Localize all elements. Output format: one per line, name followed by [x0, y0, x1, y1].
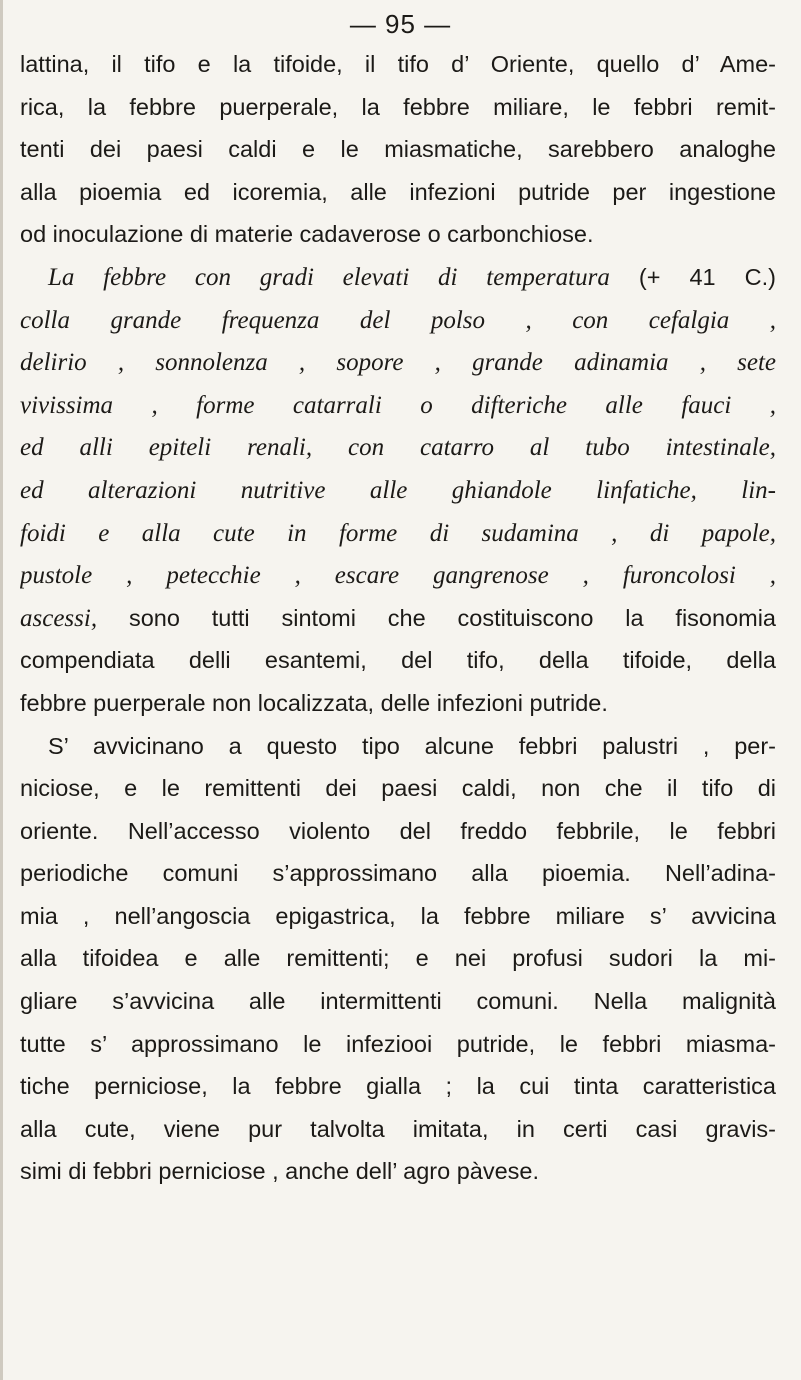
text-segment: sono tutti sintomi che costituiscono la fisonomia [97, 604, 776, 631]
text-segment: alla pioemia ed icoremia, alle infezioni putride per ingestione [20, 178, 776, 205]
text-segment: alla cute, viene pur talvolta imitata, in certi casi gravis- [20, 1115, 776, 1142]
text-segment: (+ 41 C.) [609, 263, 776, 290]
text-line [20, 1108, 776, 1151]
text-line [20, 1150, 776, 1193]
text-line [20, 256, 776, 299]
italic-text: foidi e alla cute in forme di sudamina , di papole, [20, 519, 776, 547]
text-segment: periodiche comuni s’approssimano alla pioemia. Nell’adina- [20, 860, 776, 887]
text-line [20, 43, 776, 86]
italic-text: ed alterazioni nutritive alle ghiandole linfatiche, lin- [20, 476, 776, 504]
text-line [20, 86, 776, 129]
text-line [20, 384, 776, 427]
text-line [20, 639, 776, 682]
page-edge [0, 0, 3, 1380]
text-segment: od inoculazione di materie cadaverose o carbonchiose. [20, 221, 594, 248]
text-line [20, 469, 776, 512]
text-segment: oriente. Nell’accesso violento del freddo febbrile, le febbri [20, 817, 776, 844]
italic-text: ascessi, [20, 604, 98, 632]
text-line [20, 128, 776, 171]
text-line [20, 852, 776, 895]
italic-text: La febbre con gradi elevati di temperatura [48, 263, 610, 291]
text-segment: tenti dei paesi caldi e le miasmatiche, sarebbero analoghe [20, 136, 776, 163]
italic-text: pustole , petecchie , escare gangrenose , furoncolosi , [20, 562, 776, 590]
text-line [20, 597, 776, 640]
text-segment: gliare s’avvicina alle intermittenti comuni. Nella malignità [20, 988, 776, 1015]
text-segment: lattina, il tifo e la tifoide, il tifo d’ Oriente, quello d’ Ame- [20, 51, 776, 77]
text-line [20, 725, 776, 768]
text-segment: tutte s’ approssimano le infeziooi putride, le febbri miasma- [20, 1030, 776, 1057]
italic-text: delirio , sonnolenza , sopore , grande adinamia , sete [20, 349, 776, 377]
text-segment: S’ avvicinano a questo tipo alcune febbri palustri , per- [48, 732, 776, 759]
text-line [20, 341, 776, 384]
italic-text: ed alli epiteli renali, con catarro al tubo intestinale, [20, 434, 776, 462]
text-line [20, 1065, 776, 1108]
text-segment: compendiata delli esantemi, del tifo, della tifoide, della [20, 647, 776, 674]
text-line [20, 767, 776, 810]
text-line [20, 895, 776, 938]
text-segment: febbre puerperale non localizzata, delle infezioni putride. [20, 689, 608, 716]
text-line [20, 682, 776, 725]
page-number: — 95 — [349, 9, 452, 39]
text-line [20, 426, 776, 469]
text-segment: tiche perniciose, la febbre gialla ; la cui tinta caratteristica [20, 1073, 776, 1100]
text-line [20, 299, 776, 342]
page-body [20, 43, 776, 1193]
text-line [20, 512, 776, 555]
italic-text: vivissima , forme catarrali o difteriche alle fauci , [20, 391, 776, 419]
italic-text: colla grande frequenza del polso , con cefalgia , [20, 306, 776, 334]
text-line [20, 554, 776, 597]
text-line [20, 1023, 776, 1066]
text-line [20, 937, 776, 980]
text-segment: alla tifoidea e alle remittenti; e nei profusi sudori la mi- [20, 945, 776, 972]
text-segment: rica, la febbre puerperale, la febbre miliare, le febbri remit- [20, 93, 776, 120]
text-line [20, 213, 776, 256]
text-segment: simi di febbri perniciose , anche dell’ agro pàvese. [20, 1158, 540, 1185]
text-segment: niciose, e le remittenti dei paesi caldi, non che il tifo di [20, 775, 776, 802]
text-line [20, 810, 776, 853]
text-segment: mia , nell’angoscia epigastrica, la febbre miliare s’ avvicina [20, 902, 776, 929]
text-line [20, 980, 776, 1023]
text-line [20, 171, 776, 214]
